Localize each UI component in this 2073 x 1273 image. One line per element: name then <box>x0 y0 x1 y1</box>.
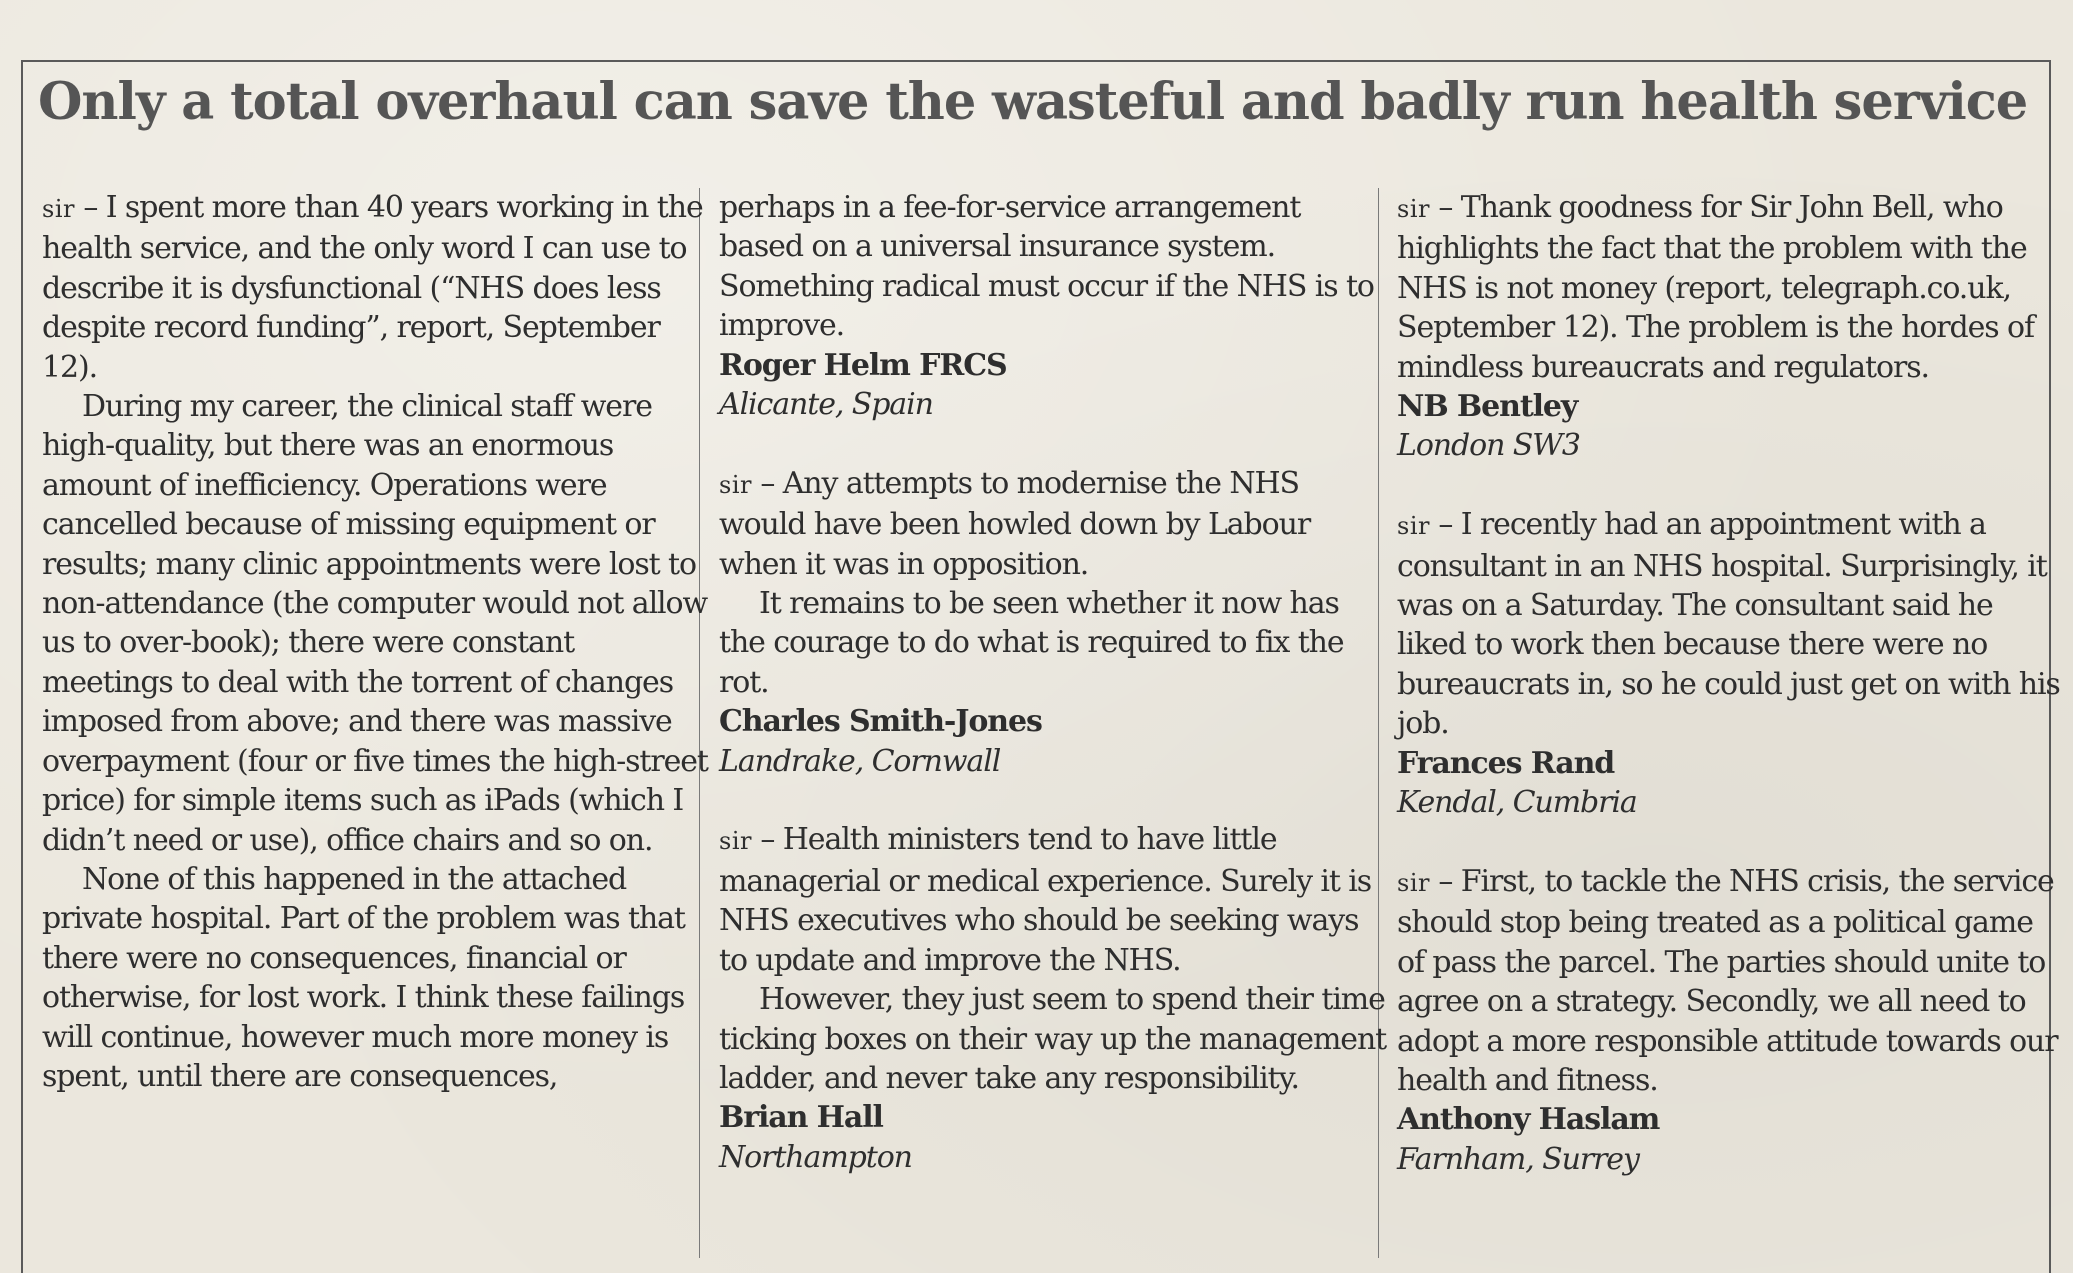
letter-paragraph: It remains to be seen whether it now has the courage to do what is required to fix the rot. <box>719 586 1344 700</box>
paragraph-text: – I recently had an appointment with a consultant in an NHS hospital. Surprisingly, it was on a Saturday. The consultant said he liked to work then because there were no bureaucrats in, so he could just get on with his job. <box>1397 507 2060 742</box>
signature-place: London SW3 <box>1397 428 1580 464</box>
paragraph-text: – Any attempts to modernise the NHS would have been howled down by Labour when it was in opposition. <box>719 465 1311 582</box>
salutation: sir <box>42 195 75 223</box>
signature-name: Charles Smith-Jones <box>719 704 1042 740</box>
letter-paragraph: During my career, the clinical staff were high-quality, but there was an enormous amount of inefficiency. Operations were cancelled because of missing equipment or results; many clinic appointments were lost to non-attendance (the computer would not allow us to over-book); there were constant meetings to deal with the torrent of changes imposed from above; and there was massive overpayment (four or five times the high-street price) for simple items such as iPads (which I didn’t need or use), office chairs and so on. <box>42 389 708 858</box>
letter <box>1397 862 2067 1179</box>
signature-name: Anthony Haslam <box>1397 1102 1660 1138</box>
letter-paragraph <box>1397 188 2067 387</box>
letter-paragraph <box>42 188 712 387</box>
letter <box>719 464 1389 781</box>
paragraph-text: – Thank goodness for Sir John Bell, who highlights the fact that the problem with the NHS is not money (report, telegraph.co.uk, September 12). The problem is the hordes of mindless bureaucrats and regulators. <box>1397 190 2034 385</box>
signature-place: Northampton <box>719 1139 912 1175</box>
letter <box>719 820 1389 1177</box>
salutation: sir <box>1397 195 1430 223</box>
paragraph-text: – Health ministers tend to have little managerial or medical experience. Surely it is NHS executives who should be seeking ways to update and improve the NHS. <box>719 822 1372 978</box>
letter <box>1397 505 2067 822</box>
letter <box>719 188 1389 424</box>
letter-paragraph <box>719 820 1389 980</box>
signature-place: Landrake, Cornwall <box>719 743 1001 779</box>
salutation: sir <box>719 827 752 856</box>
letter-paragraph: perhaps in a fee-for-service arrangement based on a universal insurance system. Something radical must occur if the NHS is to improve. <box>719 190 1374 344</box>
letter-paragraph: However, they just seem to spend their time ticking boxes on their way up the management ladder, and never take any responsibility. <box>719 982 1387 1096</box>
salutation: sir <box>1397 868 1430 897</box>
letter <box>42 188 712 1096</box>
letter-paragraph <box>1397 505 2067 743</box>
letter-paragraph <box>1397 862 2067 1100</box>
signature-name: Brian Hall <box>719 1100 883 1136</box>
paragraph-text: – First, to tackle the NHS crisis, the service should stop being treated as a political game of pass the parcel. The parties should unite to agree on a strategy. Secondly, we all need to adopt a more responsible attitude towards our health and fitness. <box>1397 863 2058 1098</box>
letter <box>1397 188 2067 466</box>
column-3 <box>1397 188 2067 1179</box>
signature-name: Roger Helm FRCS <box>719 347 1007 383</box>
letter-paragraph: None of this happened in the attached private hospital. Part of the problem was that there were no consequences, financial or otherwise, for lost work. I think these failings will continue, however much more money is spent, until there are consequences, <box>42 861 685 1094</box>
headline: Only a total overhaul can save the wasteful and badly run health service <box>38 72 2028 132</box>
paragraph-text: – I spent more than 40 years working in the health service, and the only word I can use to describe it is dysfunctional (“NHS does less despite record funding”, report, September 12). <box>42 190 703 385</box>
signature-place: Farnham, Surrey <box>1397 1141 1639 1177</box>
signature-name: NB Bentley <box>1397 389 1578 425</box>
signature-name: Frances Rand <box>1397 745 1615 781</box>
signature-place: Alicante, Spain <box>719 387 933 423</box>
salutation: sir <box>719 470 752 499</box>
signature-place: Kendal, Cumbria <box>1397 785 1637 821</box>
letter-paragraph <box>719 464 1389 584</box>
salutation: sir <box>1397 512 1430 541</box>
column-1 <box>42 188 712 1096</box>
column-2 <box>719 188 1389 1177</box>
